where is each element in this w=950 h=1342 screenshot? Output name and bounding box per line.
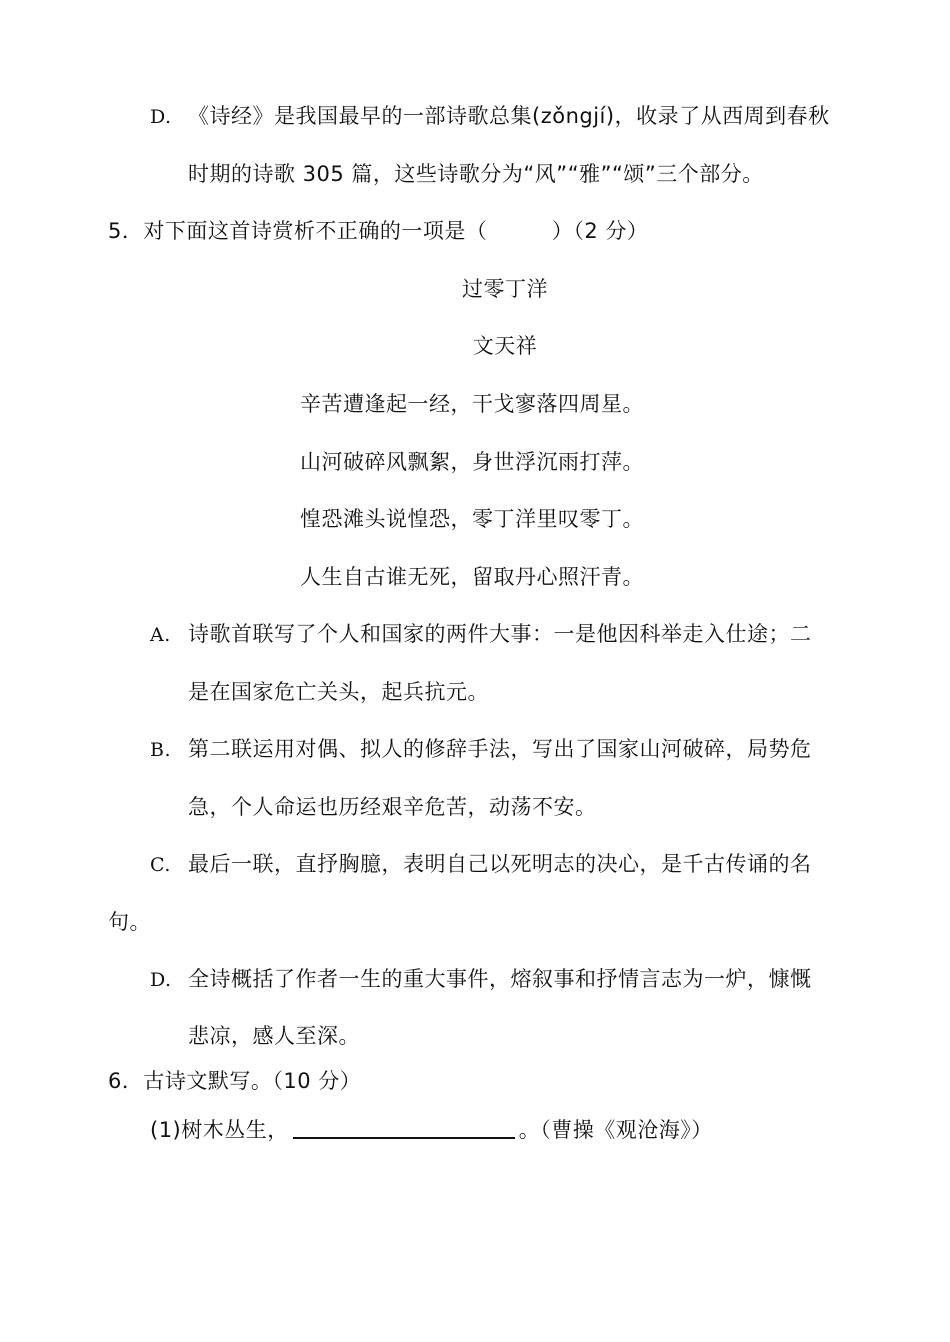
- answer-blank[interactable]: [293, 1117, 515, 1139]
- option-letter: C.: [150, 854, 171, 876]
- q5-option-d-continued: 悲凉，感人至深。: [188, 1024, 360, 1048]
- q5-option-b: [150, 734, 812, 765]
- option-text: 最后一联，直抒胸臆，表明自己以死明志的决心，是千古传诵的名: [188, 852, 812, 876]
- q5-option-c-continued: 句。: [108, 910, 151, 934]
- q4-option-d: [150, 101, 830, 132]
- item-suffix: 。（曹操《观沧海》）: [518, 1118, 713, 1142]
- option-letter: B.: [150, 739, 172, 761]
- poem-line: 辛苦遭逢起一经，干戈寥落四周星。: [300, 392, 644, 416]
- poem-line: 人生自古谁无死，留取丹心照汗青。: [300, 565, 644, 589]
- q5-option-b-continued: 急，个人命运也历经艰辛危苦，动荡不安。: [188, 795, 597, 819]
- option-text: 全诗概括了作者一生的重大事件，熔叙事和抒情言志为一炉，慷慨: [188, 967, 812, 991]
- q5-option-c: [150, 849, 812, 880]
- question-text: 5．对下面这首诗赏析不正确的一项是（ ）（2 分）: [108, 219, 649, 243]
- poem-title: 过零丁洋: [462, 277, 548, 301]
- option-letter: D.: [150, 969, 172, 991]
- option-text: 时期的诗歌 305 篇，这些诗歌分为“风”“雅”“颂”三个部分。: [188, 162, 764, 186]
- poem-line: 山河破碎风飘絮，身世浮沉雨打萍。: [300, 450, 644, 474]
- q5-option-d: [150, 964, 812, 995]
- option-letter: A.: [150, 624, 171, 646]
- q5-option-a-continued: 是在国家危亡关头，起兵抗元。: [188, 680, 489, 704]
- q5-option-a: [150, 619, 812, 650]
- question-text: 6．古诗文默写。（10 分）: [108, 1069, 362, 1093]
- option-text: 《诗经》是我国最早的一部诗歌总集(zǒngjí)，收录了从西周到春秋: [188, 104, 830, 128]
- option-text: 第二联运用对偶、拟人的修辞手法，写出了国家山河破碎，局势危: [188, 737, 812, 761]
- item-prefix: (1)树木丛生，: [150, 1118, 289, 1142]
- option-text: 诗歌首联写了个人和国家的两件大事：一是他因科举走入仕途；二: [188, 622, 812, 646]
- q4-option-d-continued: [188, 159, 764, 189]
- poem-author: 文天祥: [472, 334, 538, 358]
- question-6-stem: [108, 1066, 361, 1096]
- q6-item-1: [150, 1115, 713, 1145]
- option-letter: D.: [150, 106, 172, 128]
- poem-line: 惶恐滩头说惶恐，零丁洋里叹零丁。: [300, 507, 644, 531]
- question-5-stem: [108, 216, 648, 246]
